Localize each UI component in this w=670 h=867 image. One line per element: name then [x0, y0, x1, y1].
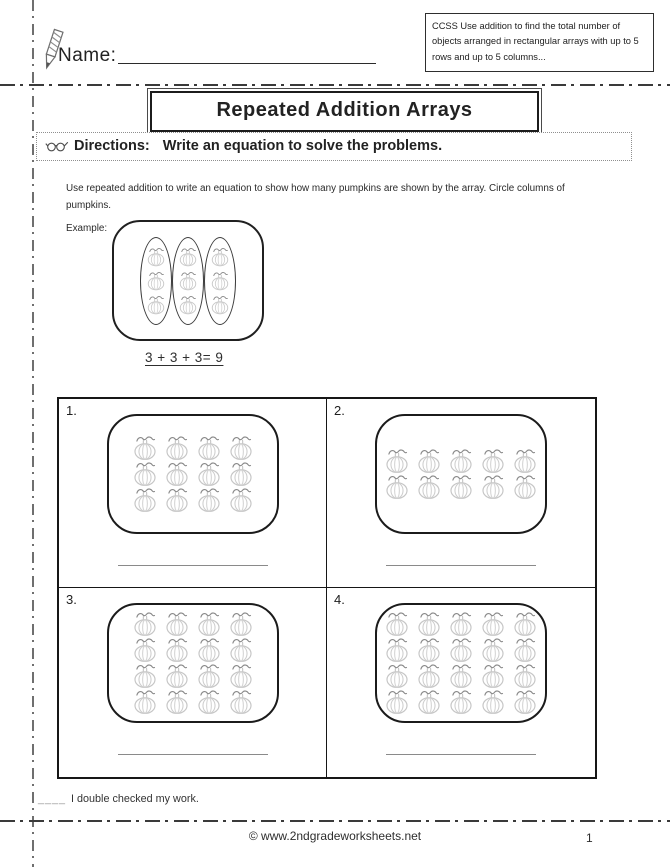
- page-number: 1: [586, 831, 593, 845]
- pumpkin-icon: [447, 611, 475, 637]
- pumpkin-icon: [195, 637, 223, 663]
- pumpkin-icon: [511, 663, 539, 689]
- pumpkin-row: [383, 448, 539, 474]
- pumpkin-icon: [145, 295, 167, 315]
- example-array-box: [112, 220, 264, 341]
- pumpkin-row: [131, 461, 255, 487]
- pumpkin-icon: [383, 637, 411, 663]
- pumpkin-icon: [195, 663, 223, 689]
- pumpkin-icon: [227, 435, 255, 461]
- pumpkin-icon: [383, 663, 411, 689]
- pumpkin-icon: [145, 271, 167, 291]
- top-cut-line: [0, 84, 670, 86]
- pumpkin-icon: [511, 448, 539, 474]
- pumpkin-icon: [195, 689, 223, 715]
- pumpkin-icon: [447, 689, 475, 715]
- instructions-text: Use repeated addition to write an equation to show how many pumpkins are shown by the array. Circle columns of pumpkins.: [66, 183, 565, 211]
- problem-number: 2.: [334, 403, 345, 418]
- problem-4-cell: [327, 588, 595, 777]
- pumpkin-icon: [511, 611, 539, 637]
- pumpkin-array: [131, 435, 255, 513]
- pumpkin-icon: [209, 247, 231, 267]
- example-label: Example:: [66, 223, 108, 234]
- pumpkin-icon: [479, 474, 507, 500]
- pumpkin-icon: [479, 637, 507, 663]
- pumpkin-icon: [195, 435, 223, 461]
- pumpkin-icon: [131, 611, 159, 637]
- pumpkin-row: [383, 611, 539, 637]
- pumpkin-icon: [447, 663, 475, 689]
- pumpkin-row: [131, 689, 255, 715]
- pumpkin-icon: [415, 611, 443, 637]
- answer-write-line: [118, 754, 268, 755]
- example-pumpkin-array: [140, 237, 236, 325]
- pumpkin-icon: [163, 435, 191, 461]
- left-cut-line: [32, 0, 34, 867]
- answer-write-line: [386, 565, 536, 566]
- eyeglasses-icon: [45, 139, 69, 153]
- page-title: Repeated Addition Arrays: [150, 91, 539, 132]
- name-write-line: [118, 44, 376, 64]
- ccss-standard-note: CCSS Use addition to find the total number of objects arranged in rectangular arrays with up to 5 rows and up to 5 columns...: [425, 13, 654, 72]
- problem-number: 3.: [66, 592, 77, 607]
- pumpkin-icon: [415, 689, 443, 715]
- pumpkin-icon: [227, 637, 255, 663]
- pumpkin-row: [383, 474, 539, 500]
- pumpkin-icon: [227, 461, 255, 487]
- pumpkin-array: [383, 448, 539, 500]
- pumpkin-icon: [163, 663, 191, 689]
- problem-2-cell: [327, 399, 595, 588]
- pumpkin-row: [383, 637, 539, 663]
- pumpkin-icon: [383, 611, 411, 637]
- pumpkin-icon: [415, 474, 443, 500]
- pumpkin-icon: [511, 637, 539, 663]
- pumpkin-icon: [415, 663, 443, 689]
- pumpkin-icon: [131, 461, 159, 487]
- pumpkin-icon: [195, 461, 223, 487]
- pumpkin-row: [383, 663, 539, 689]
- pumpkin-icon: [511, 474, 539, 500]
- bottom-cut-line: [0, 820, 670, 822]
- pumpkin-icon: [163, 611, 191, 637]
- pumpkin-array: [383, 611, 539, 715]
- name-label: Name:: [58, 45, 117, 66]
- pumpkin-icon: [227, 487, 255, 513]
- pumpkin-icon: [177, 271, 199, 291]
- pumpkin-icon: [163, 487, 191, 513]
- pumpkin-icon: [177, 247, 199, 267]
- self-check-row: [38, 793, 199, 805]
- pumpkin-icon: [447, 448, 475, 474]
- pumpkin-icon: [131, 435, 159, 461]
- problem-1-array-box: [107, 414, 279, 534]
- pumpkin-icon: [177, 295, 199, 315]
- pumpkin-icon: [163, 461, 191, 487]
- problem-1-cell: [59, 399, 327, 588]
- pumpkin-row: [131, 487, 255, 513]
- pumpkin-icon: [383, 474, 411, 500]
- pumpkin-icon: [415, 637, 443, 663]
- problem-number: 1.: [66, 403, 77, 418]
- pumpkin-icon: [479, 663, 507, 689]
- problem-3-cell: [59, 588, 327, 777]
- pumpkin-icon: [447, 637, 475, 663]
- pumpkin-row: [131, 611, 255, 637]
- pumpkin-row: [383, 689, 539, 715]
- check-blank-line: ____: [38, 793, 67, 805]
- pumpkin-icon: [383, 689, 411, 715]
- problem-2-array-box: [375, 414, 547, 534]
- directions-box: [36, 132, 632, 161]
- problem-3-array-box: [107, 603, 279, 723]
- worksheet-title-box: [147, 88, 542, 135]
- circled-column: [140, 237, 172, 325]
- answer-write-line: [118, 565, 268, 566]
- pumpkin-icon: [479, 689, 507, 715]
- pumpkin-icon: [447, 474, 475, 500]
- pumpkin-icon: [163, 689, 191, 715]
- pumpkin-icon: [131, 689, 159, 715]
- pumpkin-icon: [209, 295, 231, 315]
- pumpkin-icon: [195, 611, 223, 637]
- pumpkin-icon: [131, 637, 159, 663]
- problem-number: 4.: [334, 592, 345, 607]
- problems-grid: [57, 397, 597, 779]
- pumpkin-icon: [131, 487, 159, 513]
- pumpkin-icon: [227, 689, 255, 715]
- pumpkin-icon: [145, 247, 167, 267]
- directions-label: Directions:: [74, 138, 150, 154]
- pumpkin-icon: [415, 448, 443, 474]
- pumpkin-icon: [195, 487, 223, 513]
- check-text: I double checked my work.: [71, 793, 199, 805]
- pumpkin-icon: [511, 689, 539, 715]
- pumpkin-array: [131, 611, 255, 715]
- pumpkin-row: [131, 435, 255, 461]
- directions-text: Write an equation to solve the problems.: [154, 138, 443, 154]
- pumpkin-icon: [209, 271, 231, 291]
- problem-4-array-box: [375, 603, 547, 723]
- pumpkin-row: [131, 637, 255, 663]
- pumpkin-icon: [383, 448, 411, 474]
- pumpkin-icon: [479, 611, 507, 637]
- name-field-row: [58, 44, 376, 67]
- answer-write-line: [386, 754, 536, 755]
- copyright-text: © www.2ndgradeworksheets.net: [248, 829, 422, 843]
- pumpkin-icon: [227, 611, 255, 637]
- pumpkin-row: [131, 663, 255, 689]
- pumpkin-icon: [163, 637, 191, 663]
- pumpkin-icon: [131, 663, 159, 689]
- circled-column: [204, 237, 236, 325]
- example-equation: 3 + 3 + 3= 9: [145, 350, 224, 365]
- pumpkin-icon: [479, 448, 507, 474]
- pumpkin-icon: [227, 663, 255, 689]
- circled-column: [172, 237, 204, 325]
